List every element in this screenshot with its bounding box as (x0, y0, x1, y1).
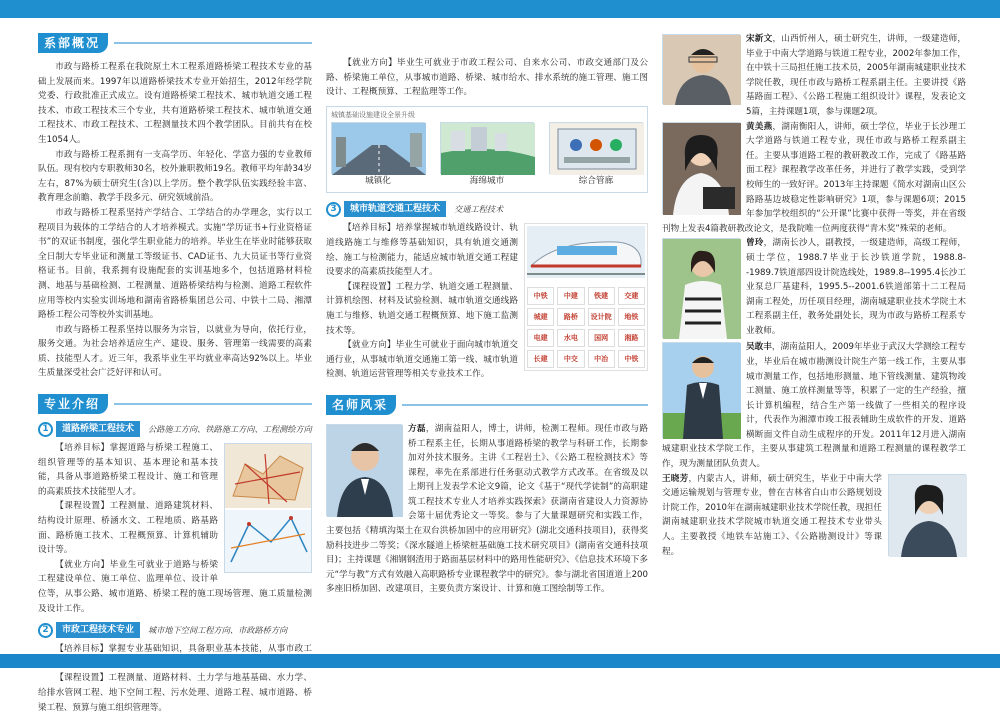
teacher-profile (662, 472, 966, 560)
teacher-name: 方磊 (408, 423, 426, 434)
teacher-bio: ，湖南益阳人，博士，讲师，检测工程师。现任市政与路桥工程系主任，长期从事道路桥梁的教学与科研工作，长期参加对外技术服务。主讲《工程岩土》、《公路工程检测技术》等课程，率先在系部进行任务驱动式教学方式改革。在省级及以上期刊上发表学术论文9篇，论文《基于“现代学徒制”的高职建筑工程技术专业人才培养实践探索》获湖南省建设人力资源协会第十届优秀论文一等奖。参与了大量课题研究和实践工作，主要包括《精填沟渠土在双台洪桥加固中的应用研究》(湖北交通科技项目)，获得奖励科技进步二等奖；《深水隧道上桥梁桩基础施工技术研究项目》(湖南省交通科技项目)；主持课题《湘钢钢渣用于路面基层材料中的路用性能研究》、《信息技术环境下多元“学与教”方式有效融入高职路桥专业课程教学中的研究》。参与湖北省国道道上200多座旧桥加固、改建项目，主要负责方案设计、计算和施工图绘制等工作。 (326, 423, 648, 595)
overview-title: 系部概况 (38, 33, 108, 54)
major-paragraph: 【课程设置】工程力学、轨道交通工程测量、计算机绘图、材料及试验检测、城市轨道交通线路施工与维修、轨道交通工程概预算、地下施工监测技术等。 (326, 281, 518, 336)
major-paragraph: 【培养目标】掌握专业基础知识，具备职业基本技能，从事市政工 (55, 644, 312, 655)
majors-section-header (38, 393, 312, 415)
major-number: 3 (326, 202, 341, 217)
section-rule (114, 42, 312, 44)
company-logo: 铁建 (588, 287, 615, 305)
company-logo: 国网 (588, 329, 615, 347)
teachers-section-header (326, 394, 648, 416)
teacher-portrait (888, 474, 966, 556)
teacher-profile (326, 422, 648, 597)
major-directions: 公路施工方向、铁路施工方向、工程测绘方向 (148, 424, 312, 435)
teacher-name: 宋新文 (746, 34, 773, 44)
teacher-name: 吴敢丰 (746, 342, 772, 353)
teacher-bio: ，湖南长沙人，副教授，一级建造师，高级工程师，硕士学位，1988.7毕业于长沙铁道学院，1988.8--1989.7铁道部四设计院选线处，1989.8--1995.4长沙工业泵总厂基建科，1995.5--2001.6铁道部第十二工程局湖南工程处，历任项目经理，湖南城建职业技术学院土木工程系副主任，教务处副处长，现为市政与路桥工程系专业教师。 (746, 238, 966, 336)
urban-infrastructure-banner (326, 106, 648, 194)
major-paragraph: 【课程设置】工程测量、道路建筑材料、结构设计原理、桥涵水文、工程地质、路基路面、路桥施工技术、工程概预算、计算机辅助设计等。 (38, 501, 218, 556)
major-2-header (38, 622, 312, 638)
teacher-bio: ，山西忻州人，硕士研究生，讲师，一级建造师，毕业于中南大学道路与铁道工程专业，2002年参加工作，在中铁十三局担任施工技术员，2005年湖南城建职业技术学院任教，现任市政与路桥工程系副主任。主要讲授《路基路面工程》、《公路工程施工组织设计》课程，发表论文5篇，主持课题1项，参与课题2项。 (746, 34, 966, 117)
major-paragraph: 【就业方向】毕业生可就业于市政工程公司、自来水公司、市政交通部门及公路、桥梁施工单位，从事城市道路、桥梁、城市给水、排水系统的施工管理、施工图设计、工程概预算、工程监理等工作。 (326, 58, 648, 98)
overview-paragraph: 市政与路桥工程系坚持以服务为宗旨，以就业为导向，依托行业，服务交通。为社会培养适应生产、建设、服务、管理第一线需要的高素质、技能型人才。近三年，我系毕业生平均就业率高达92%以上。毕业生质量深受社会广泛好评和认可。 (38, 324, 312, 379)
road-network-map-image (224, 443, 312, 573)
section-rule (114, 403, 312, 405)
metro-train-photo (527, 226, 645, 278)
overview-paragraph: 市政与路桥工程系坚持产学结合、工学结合的办学理念，实行以工程项目为载体的工学结合的人才培养模式。实施“学历证书+行业资格证书”的双证书制度，强化学生职业能力的培养。毕业生在毕业时能够获取全日制大专毕业证和测量工等级证书、CAD证书、九大员证书等行业资格证书。目前，我系拥有设施配套的实训基地多个，包括道路材料检测、地基与基础检测、工程测量、道路桥梁结构与检测、道路工程软件应用等校内实验实训场地和湖南省路桥集团总公司、中铁十二局、湘潭路桥工程公司等校外实训基地。 (38, 207, 312, 321)
major-paragraph: 【就业方向】毕业生可就业于道路与桥梁工程建设单位、施工单位、监理单位、设计单位等，从事公路、城市道路、桥梁工程的施工现场管理、施工质量检测及设计工作。 (38, 559, 312, 614)
company-logo: 中铁 (527, 287, 554, 305)
teacher-name: 王晓芳 (662, 473, 689, 484)
company-logo: 地铁 (618, 308, 645, 326)
photo-cell (549, 122, 643, 189)
teacher-name: 曾玲 (746, 238, 764, 249)
company-logo-grid (527, 287, 645, 368)
top-color-bar (0, 0, 1000, 18)
major-number: 2 (38, 623, 53, 638)
teacher-profile (662, 236, 966, 338)
company-logo: 湘路 (618, 329, 645, 347)
overview-paragraph: 市政与路桥工程系在我院原土木工程系道路桥梁工程技术专业的基础上发展而来。1997年以道路桥梁技术专业开始招生，2012年经学院党委、行政批准正式成立。设有道路桥梁工程技术、城市轨道交通工程技术、市政工程技术三个专业，共有道路桥梁工程技术、城市轨道交通工程技术、市政工程技术、工程测量技术四个教学团队。目前共有在校生1054人。 (38, 62, 312, 145)
teacher-profile (662, 120, 966, 237)
sponge-city-photo (440, 122, 534, 174)
photo-cell (331, 122, 425, 189)
photo-caption: 综合管廊 (578, 175, 614, 186)
major-name: 城市轨道交通工程技术 (344, 201, 446, 217)
photo-caption: 城镇化 (365, 175, 391, 186)
overview-section-header (38, 32, 312, 54)
teachers-title: 名师风采 (326, 395, 396, 416)
major-1-header (38, 421, 312, 437)
major-3-header (326, 201, 648, 217)
teacher-name: 黄美燕 (746, 121, 773, 132)
teacher-portrait (662, 34, 740, 104)
banner-text: 城镇基础设施建设全景升级 (331, 110, 415, 119)
metro-and-logos-image (524, 223, 648, 371)
teacher-portrait (662, 238, 740, 338)
left-column (38, 32, 312, 715)
photo-cell (440, 122, 534, 189)
utility-tunnel-photo (549, 122, 643, 174)
teacher-bio: ，湖南益阳人，2009年毕业于武汉大学测绘工程专业，毕业后在城市勘测设计院生产第一线工作，主要从事城市测量工作，包括地形测量、地下管线测量、建筑物竣工测量、施工放样测量等等，积累了一定的生产经验，擅长计算机编程，结合生产第一线做了一些相关的程序设计，代表作为湘潭市竣工报表辅助生成软件的开发、道路横断面文件自动生成程序的开发。2011年12月进入湖南城建职业技术学院工作，主要从事建筑工程测量和道路工程测量的课程教学工作，现为测量团队负责人。 (662, 342, 966, 470)
bottom-color-bar (0, 654, 1000, 668)
company-logo: 中冶 (588, 350, 615, 368)
section-rule (402, 404, 648, 406)
company-logo: 交建 (618, 287, 645, 305)
company-logo: 路桥 (557, 308, 584, 326)
infrastructure-photo-row (331, 122, 643, 189)
major-paragraph: 【就业方向】毕业生可就业于面向城市轨道交通行业，从事城市轨道交通施工第一线、城市轨道检测、轨道运营管理等相关专业技术工作。 (326, 340, 518, 380)
company-logo: 中交 (557, 350, 584, 368)
teacher-portrait (326, 424, 402, 516)
company-logo: 设计院 (588, 308, 615, 326)
teacher-profile (662, 340, 966, 471)
company-logo: 长建 (527, 350, 554, 368)
major-name: 市政工程技术专业 (56, 622, 140, 638)
photo-caption: 海绵城市 (469, 175, 505, 186)
company-logo: 城建 (527, 308, 554, 326)
major-paragraph: 【培养目标】掌握道路与桥梁工程施工、组织管理等的基本知识、基本理论和基本技能，具备从事道路桥梁工程设计、施工和管理的高素质技术技能型人才。 (38, 443, 218, 497)
middle-column (326, 56, 648, 597)
teacher-bio: ，内蒙古人，讲师，硕士研究生，毕业于中南大学交通运输规划与管理专业，曾在吉林省白山市公路规划设计院工作，2010年在湖南城建职业技术学院任教，现担任湖南城建职业技术学院城市轨道交通工程技术专业带头人。主要教授《地铁车站施工》、《公路勘测设计》等课程。 (662, 473, 882, 557)
company-logo: 电建 (527, 329, 554, 347)
major-paragraph: 【培养目标】培养掌握城市轨道线路设计、轨道线路施工与维修等基础知识，具有轨道交通测绘、施工与检测能力，能适应城市轨道交通工程建设要求的高素质技能型人才。 (326, 223, 518, 278)
teacher-profile (662, 32, 966, 120)
company-logo: 中建 (557, 287, 584, 305)
company-logo: 水电 (557, 329, 584, 347)
overview-paragraph: 市政与路桥工程系拥有一支高学历、年轻化、学富力强的专业教师队伍。现有校内专职教师30名，校外兼职教师19名。教师平均年龄34岁左右，87%为硕士研究生(含)以上学历。整个教学队伍实践经验丰富、教育理念前瞻、教学手段多元、研究领域前沿。 (38, 149, 312, 204)
urbanization-photo (331, 122, 425, 174)
major-paragraph: 【课程设置】工程测量、道路材料、土力学与地基基础、水力学、给排水管网工程、地下空间工程、污水处理、道路工程、城市道路、桥梁工程、预算与施工组织管理等。 (38, 673, 312, 713)
major-name: 道路桥梁工程技术 (56, 421, 140, 437)
teacher-bio: ，湖南衡阳人，讲师，硕士学位，毕业于长沙理工大学道路与铁道工程专业，现任市政与路桥工程系副主任。主要从事道路工程的教研教改工作，完成了《路基路面工程》课程教学改革任务，并进行了教学实践，受到学校师生的一致好评。2013年主持课题《简水对湖南山区公路路基边坡稳定性影响研究》1项，参与课题6项；2015年参加学校组织的“公开课”比赛中获得一等奖，并在省级刊物上发表4篇教研教改论文，是我院唯一位两度获得“青木奖”殊荣的老师。 (662, 121, 966, 234)
teacher-portrait (662, 122, 740, 214)
majors-title: 专业介绍 (38, 394, 108, 415)
right-column (662, 32, 966, 559)
teacher-portrait (662, 342, 740, 438)
major-directions: 交通工程技术 (454, 204, 504, 215)
major-directions: 城市地下空间工程方向、市政路桥方向 (148, 625, 288, 636)
major-number: 1 (38, 422, 53, 437)
company-logo: 中铁 (618, 350, 645, 368)
